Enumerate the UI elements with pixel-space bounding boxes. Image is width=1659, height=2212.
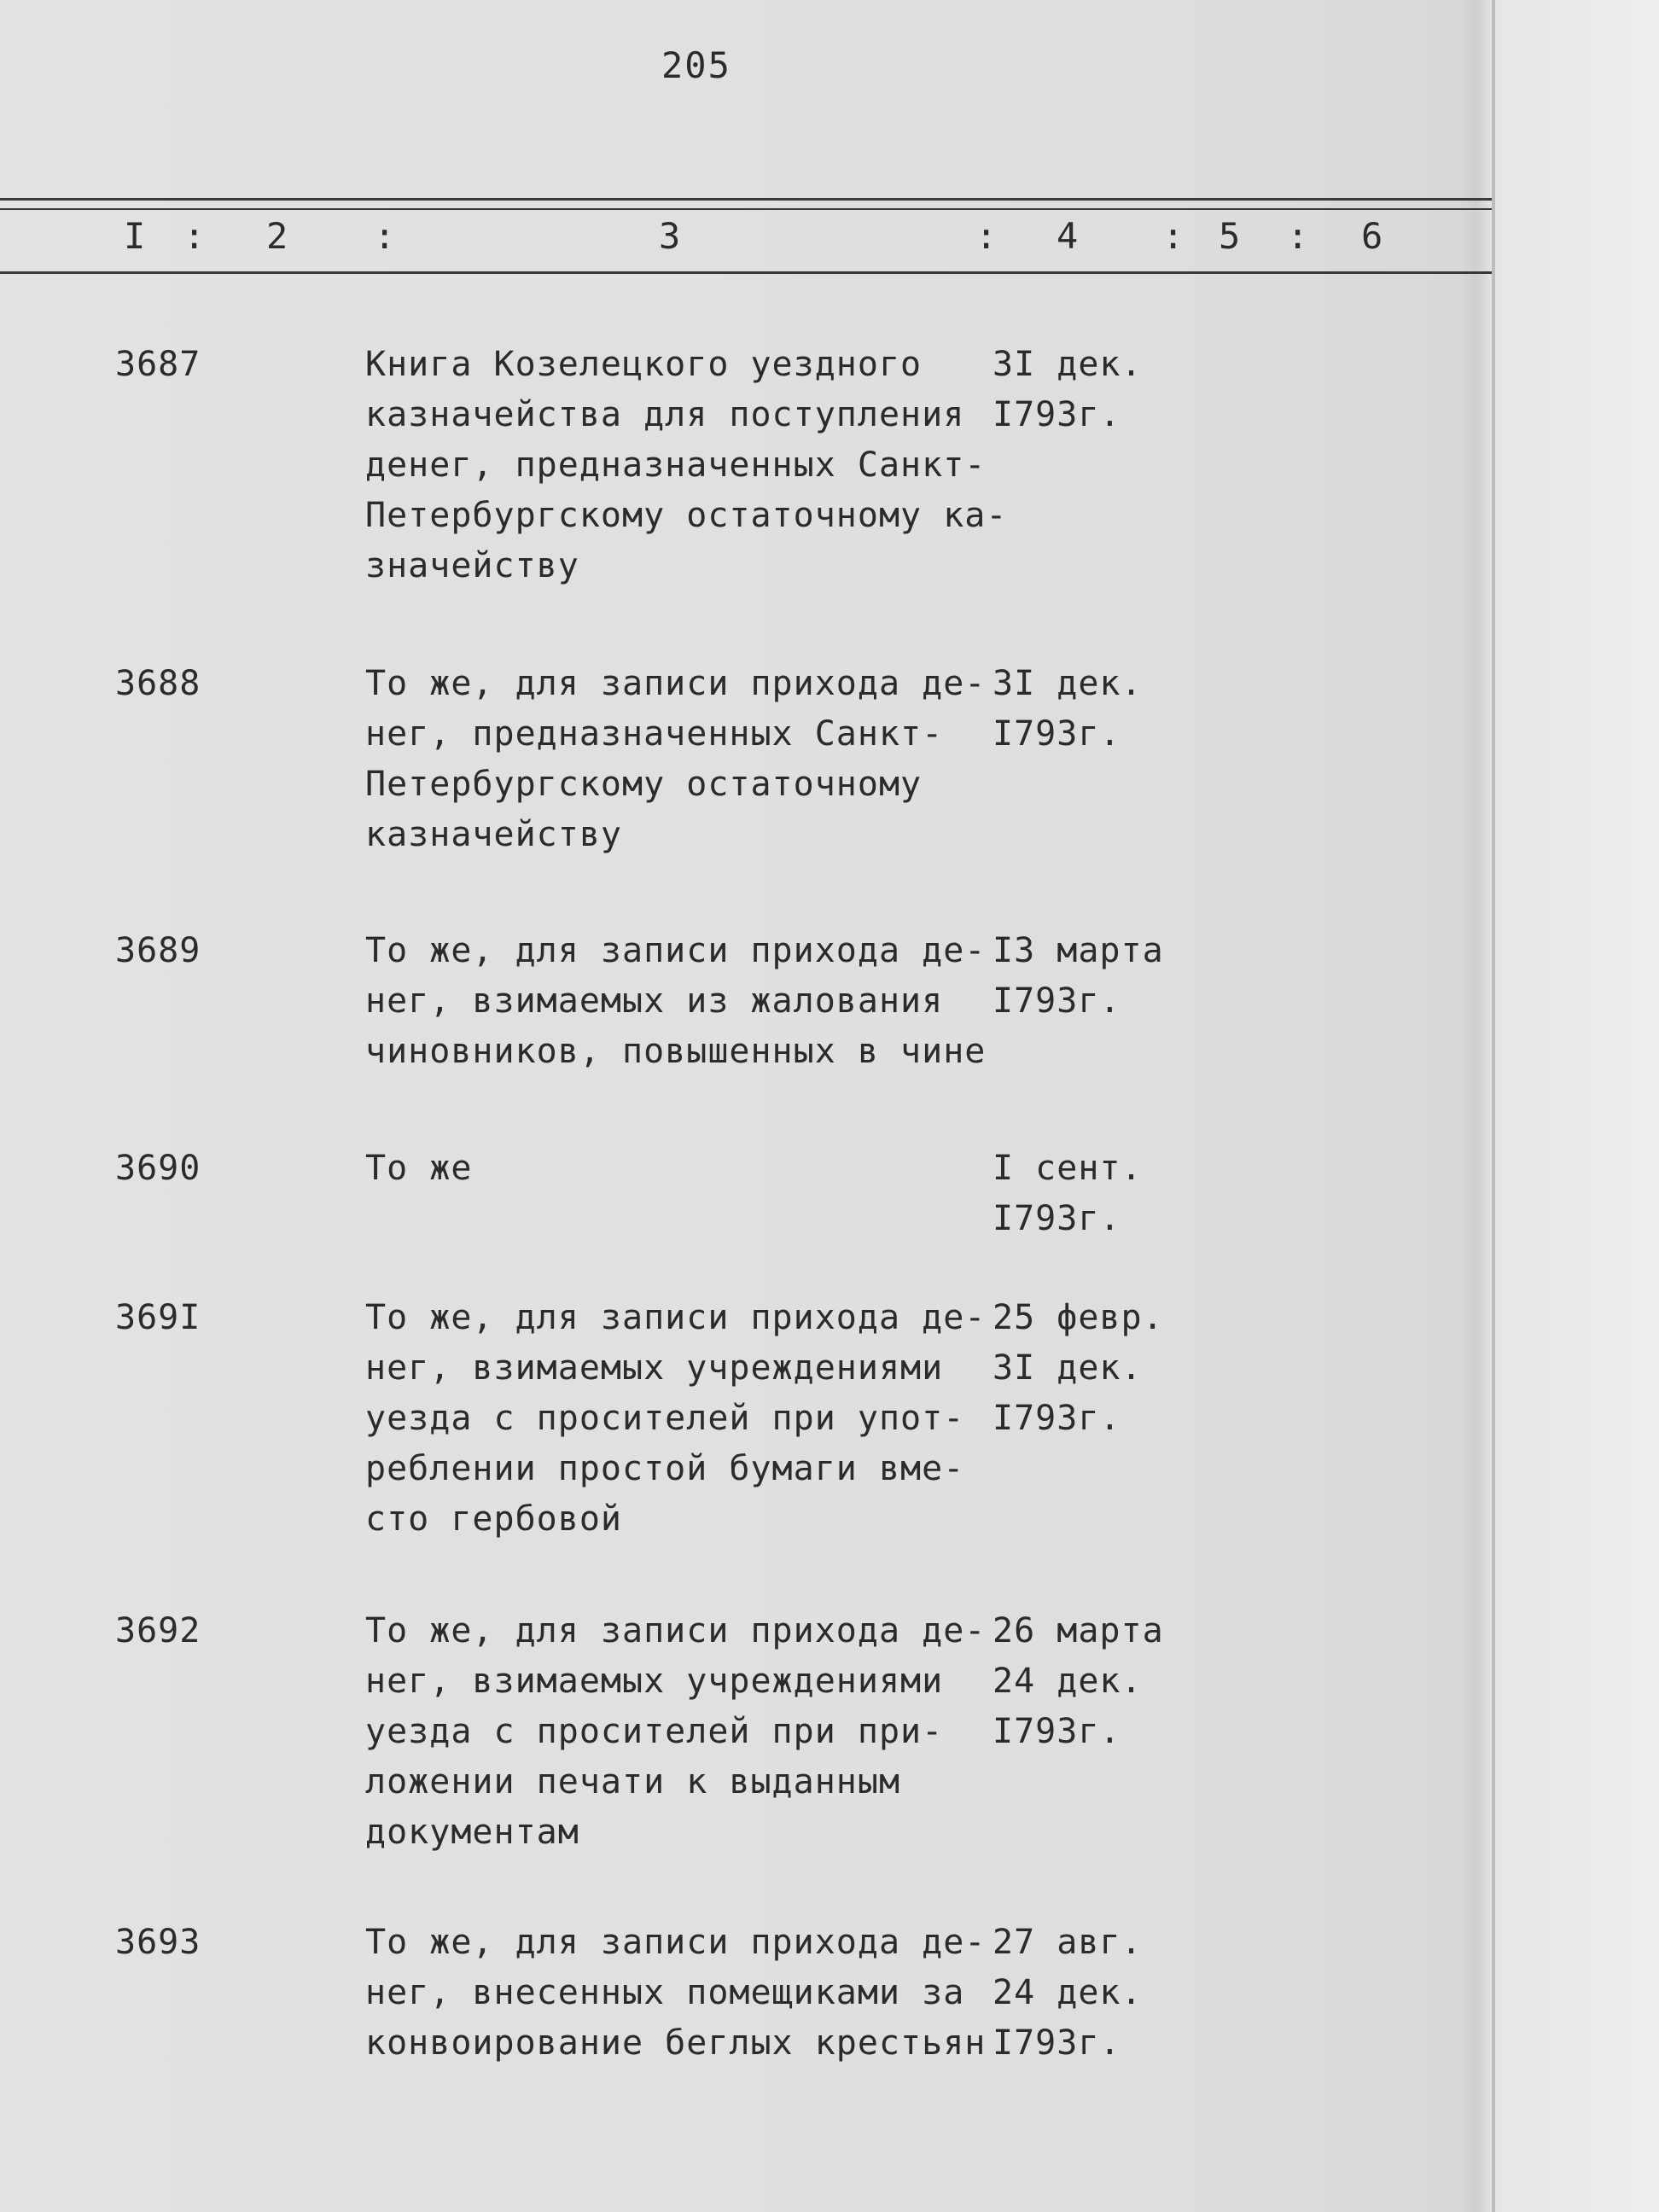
description-line: казначейству xyxy=(365,815,622,854)
date-line: 26 марта xyxy=(992,1611,1164,1650)
column-separator: : xyxy=(1287,215,1309,257)
table-header xyxy=(0,213,1492,266)
date-line: I сент. xyxy=(992,1149,1143,1188)
column-separator: : xyxy=(975,215,998,257)
date-line: 3I дек. xyxy=(992,1348,1143,1388)
entry-date xyxy=(992,659,1189,760)
date-line: I793г. xyxy=(992,2023,1121,2063)
entry-description xyxy=(365,1918,997,2069)
description-line: нег, внесенных помещиками за xyxy=(365,1973,965,2012)
description-line: денег, предназначенных Санкт- xyxy=(365,445,987,485)
description-line: То же, для записи прихода де- xyxy=(365,1298,987,1337)
column-header-6: 6 xyxy=(1361,215,1383,257)
entry-number: 3690 xyxy=(115,1149,201,1188)
entry-number: 3689 xyxy=(115,931,201,970)
entry-date xyxy=(992,340,1189,440)
description-line: Книга Козелецкого уездного xyxy=(365,345,923,384)
date-line: 24 дек. xyxy=(992,1662,1143,1701)
description-line: нег, взимаемых учреждениями xyxy=(365,1662,944,1701)
entry-number: 3687 xyxy=(115,345,201,384)
description-line: Петербургскому остаточному xyxy=(365,765,923,804)
date-line: I793г. xyxy=(992,1712,1121,1751)
description-line: нег, предназначенных Санкт- xyxy=(365,714,944,754)
description-line: То же, для записи прихода де- xyxy=(365,664,987,703)
page-edge xyxy=(1492,0,1495,2212)
entry-number: 369I xyxy=(115,1298,201,1337)
column-header-3: 3 xyxy=(659,215,681,257)
description-line: То же, для записи прихода де- xyxy=(365,1611,987,1650)
date-line: I793г. xyxy=(992,1199,1121,1238)
entry-description xyxy=(365,340,1008,591)
description-line: То же, для записи прихода де- xyxy=(365,931,987,970)
entry-date xyxy=(992,1918,1189,2069)
entry-date xyxy=(992,1293,1189,1444)
entry-number: 3693 xyxy=(115,1923,201,1962)
entry-description xyxy=(365,1606,997,1858)
date-line: I3 марта xyxy=(992,931,1164,970)
entry-number: 3688 xyxy=(115,664,201,703)
header-rule-top xyxy=(0,198,1492,201)
description-line: ложении печати к выданным xyxy=(365,1762,901,1802)
column-separator: : xyxy=(374,215,396,257)
date-line: 25 февр. xyxy=(992,1298,1164,1337)
column-header-1: I xyxy=(124,215,146,257)
description-line: чиновников, повышенных в чине xyxy=(365,1032,987,1071)
entry-description xyxy=(365,1144,997,1194)
entry-description xyxy=(365,659,997,860)
entry-date xyxy=(992,1144,1189,1244)
entry-description xyxy=(365,926,997,1077)
description-line: уезда с просителей при упот- xyxy=(365,1399,965,1438)
page-number: 205 xyxy=(661,44,731,86)
entry-number: 3692 xyxy=(115,1611,201,1650)
date-line: I793г. xyxy=(992,714,1121,754)
description-line: нег, взимаемых учреждениями xyxy=(365,1348,944,1388)
description-line: Петербургскому остаточному ка- xyxy=(365,496,1008,535)
column-header-5: 5 xyxy=(1219,215,1241,257)
date-line: 3I дек. xyxy=(992,664,1143,703)
description-line: То же xyxy=(365,1149,473,1188)
date-line: 3I дек. xyxy=(992,345,1143,384)
column-header-2: 2 xyxy=(266,215,288,257)
description-line: уезда с просителей при при- xyxy=(365,1712,944,1751)
entry-date xyxy=(992,1606,1189,1757)
header-rule-bottom xyxy=(0,271,1492,274)
column-header-4: 4 xyxy=(1057,215,1079,257)
entry-date xyxy=(992,926,1189,1027)
header-rule-double xyxy=(0,208,1492,210)
column-separator: : xyxy=(1162,215,1185,257)
description-line: реблении простой бумаги вме- xyxy=(365,1449,965,1488)
description-line: казначейства для поступления xyxy=(365,395,965,434)
date-line: 27 авг. xyxy=(992,1923,1143,1962)
description-line: документам xyxy=(365,1813,579,1852)
description-line: конвоирование беглых крестьян xyxy=(365,2023,987,2063)
description-line: сто гербовой xyxy=(365,1499,622,1539)
date-line: I793г. xyxy=(992,1399,1121,1438)
entry-description xyxy=(365,1293,997,1545)
description-line: нег, взимаемых из жалования xyxy=(365,981,944,1021)
date-line: I793г. xyxy=(992,981,1121,1021)
description-line: значейству xyxy=(365,546,579,585)
date-line: I793г. xyxy=(992,395,1121,434)
date-line: 24 дек. xyxy=(992,1973,1143,2012)
description-line: То же, для записи прихода де- xyxy=(365,1923,987,1962)
column-separator: : xyxy=(183,215,206,257)
